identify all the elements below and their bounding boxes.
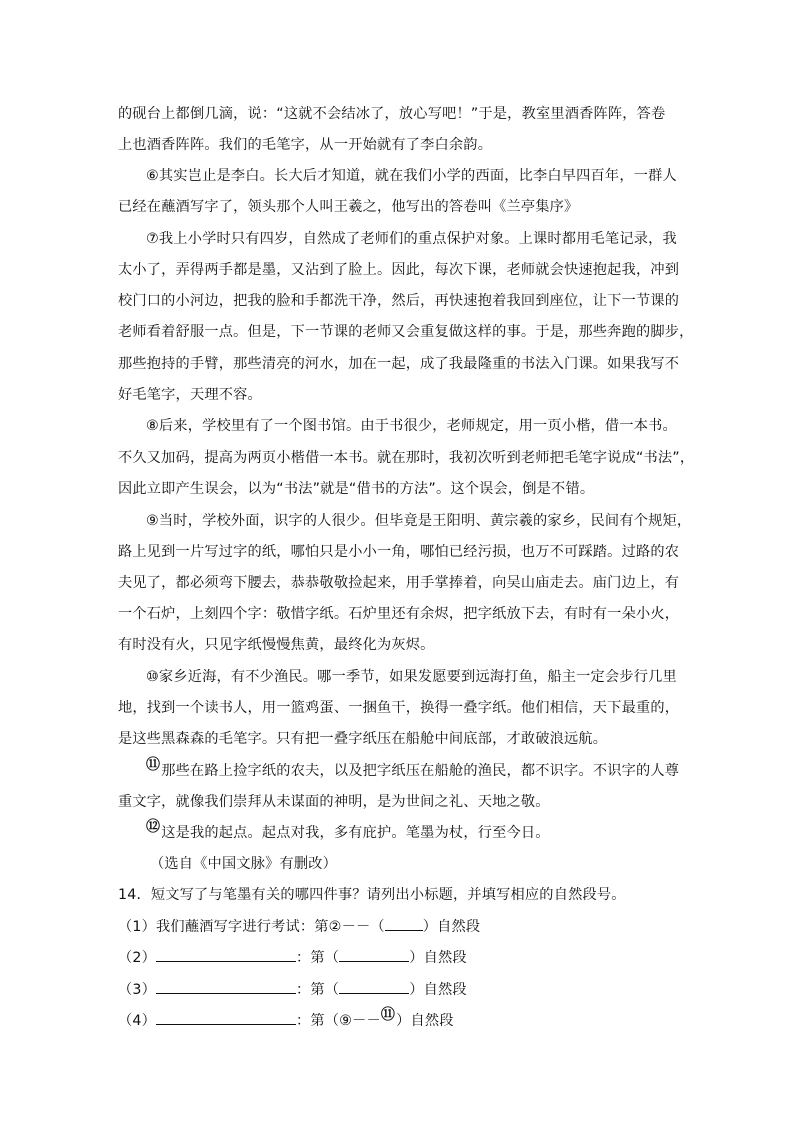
paragraph-9-line: 夫见了，都必须弯下腰去，恭恭敬敬捡起来，用手掌捧着，向吴山庙走去。庙门边上，有 [118, 575, 680, 591]
paragraph-10-line: ⑩家乡近海，有不少渔民。哪一季节，如果发愿要到远海打鱼，船主一定会步行几里 [146, 669, 677, 685]
title-blank[interactable] [156, 979, 296, 994]
answer-blank[interactable] [339, 947, 409, 962]
paragraph-9-line: 路上见到一片写过字的纸，哪怕只是小小一角，哪怕已经污损，也万不可踩踏。过路的农 [118, 544, 680, 560]
answer-blank[interactable] [339, 979, 409, 994]
answer-item-3: （3） ：第（ ）自然段 [118, 979, 678, 1000]
answer-item-1: （1）我们蘸酒写字进行考试：第②－－（ ）自然段 [118, 916, 678, 937]
answer-item-4: （4） ：第（⑨－－⑪）自然段 [118, 1007, 454, 1029]
paragraph-8-line: ⑧后来，学校里有了一个图书馆。由于书很少，老师规定，用一页小楷，借一本书。 [146, 418, 677, 434]
paragraph-8-line: 因此立即产生误会，以为“书法”就是“借书的方法”。这个误会，倒是不错。 [118, 481, 595, 497]
paragraph-6-line: ⑥其实岂止是李白。长大后才知道，就在我们小学的西面，比李白早四百年，一群人 [146, 168, 677, 184]
paragraph-number-12: ⑫ [146, 819, 161, 835]
paragraph-7-line: 好毛笔字，天理不容。 [118, 387, 262, 403]
paragraph-10-line: 地，找到一个读书人，用一篮鸡蛋、一捆鱼干，换得一叠字纸。他们相信，天下最重的， [118, 700, 680, 716]
paragraph-9-line: 有时没有火，只见字纸慢慢焦黄，最终化为灰烬。 [118, 637, 435, 653]
paragraph-11-line [146, 757, 706, 781]
text-line: 上也酒香阵阵。我们的毛笔字，从一开始就有了李白余韵。 [118, 137, 493, 153]
paragraph-7-line: 校门口的小河边，把我的脸和手都洗干净，然后，再快速抱着我回到座位，让下一节课的 [118, 293, 680, 309]
paragraph-12-text: 这是我的起点。起点对我，多有庇护。笔墨为杖，行至今日。 [161, 825, 550, 841]
paragraph-7-line: 太小了，弄得两手都是墨，又沾到了脸上。因此，每次下课，老师就会快速抱起我，冲到 [118, 262, 680, 278]
question-stem: 14．短文写了与笔墨有关的哪四件事？请列出小标题，并填写相应的自然段号。 [118, 887, 626, 903]
text-line: 的砚台上都倒几滴，说：“这就不会结冰了，放心写吧！”于是，教室里酒香阵阵，答卷 [118, 106, 666, 122]
answer-blank[interactable] [385, 916, 423, 931]
paragraph-number-11: ⑪ [380, 1007, 396, 1023]
paragraph-7-line: ⑦我上小学时只有四岁，自然成了老师们的重点保护对象。上课时都用毛笔记录，我 [146, 231, 677, 247]
paragraph-6-line: 已经在蘸酒写字了，领头那个人叫王羲之，他写出的答卷叫《兰亭集序》 [118, 199, 579, 215]
paragraph-10-line: 是这些黑森森的毛笔字。只有把一叠字纸压在船舱中间底部，才敢破浪远航。 [118, 731, 608, 747]
paragraph-9-line: 一个石炉，上刻四个字：敬惜字纸。石炉里还有余烬，把字纸放下去，有时有一朵小火， [118, 606, 680, 622]
paragraph-9-line: ⑨当时，学校外面，识字的人很少。但毕竟是王阳明、黄宗羲的家乡，民间有个规矩， [146, 513, 692, 529]
paragraph-7-line: 那些抱持的手臂，那些清亮的河水，加在一起，成了我最隆重的书法入门课。如果我写不 [118, 356, 680, 372]
paragraph-12-line [146, 819, 706, 843]
paragraph-8-line: 不久又加码，提高为两页小楷借一本书。就在那时，我初次听到老师把毛笔字说成“书法”， [118, 450, 695, 466]
title-blank[interactable] [156, 1010, 296, 1025]
paragraph-number-11: ⑪ [146, 757, 161, 773]
paragraph-11-text: 那些在路上捡字纸的农夫，以及把字纸压在船舱的渔民，都不识字。不识字的人尊 [161, 763, 680, 779]
paragraph-11-line: 重文字，就像我们崇拜从未谋面的神明，是为世间之礼、天地之敬。 [118, 794, 550, 810]
paragraph-7-line: 老师看着舒服一点。但是，下一节课的老师又会重复做这样的事。于是，那些奔跑的脚步， [118, 324, 694, 340]
answer-item-2: （2） ：第（ ）自然段 [118, 947, 678, 968]
source-note: （选自《中国文脉》有删改） [150, 856, 338, 872]
title-blank[interactable] [156, 947, 296, 962]
